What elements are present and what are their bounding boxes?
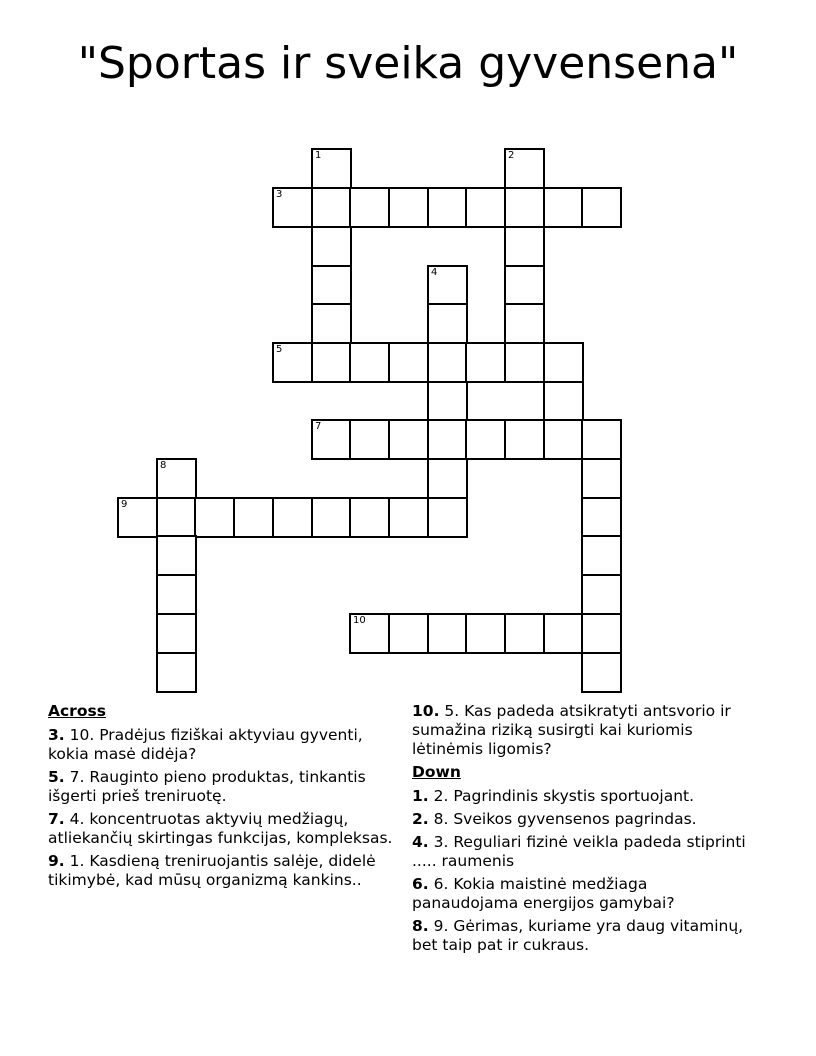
crossword-cell[interactable] — [427, 381, 468, 422]
crossword-cell[interactable] — [117, 497, 158, 538]
crossword-cell[interactable] — [543, 187, 584, 228]
crossword-cell[interactable] — [388, 613, 429, 654]
crossword-cell[interactable] — [504, 265, 545, 306]
crossword-cell[interactable] — [311, 265, 352, 306]
down-clue — [412, 833, 757, 871]
clue-number-label: 2 — [508, 150, 515, 161]
crossword-cell[interactable] — [388, 497, 429, 538]
crossword-cell[interactable] — [349, 497, 390, 538]
crossword-cell[interactable] — [504, 613, 545, 654]
crossword-cell[interactable] — [311, 497, 352, 538]
crossword-cell[interactable] — [156, 497, 197, 538]
across-heading: Across — [48, 702, 106, 720]
clue-number: 9. — [48, 852, 65, 870]
crossword-cell[interactable] — [427, 613, 468, 654]
clue-number: 3. — [48, 726, 65, 744]
clue-number: 4. — [412, 833, 429, 851]
crossword-cell[interactable] — [581, 613, 622, 654]
crossword-cell[interactable] — [543, 613, 584, 654]
crossword-cell[interactable] — [311, 303, 352, 344]
clue-number-label: 4 — [431, 267, 438, 278]
crossword-cell[interactable] — [427, 187, 468, 228]
crossword-cell[interactable] — [581, 652, 622, 693]
crossword-cell[interactable] — [156, 535, 197, 576]
crossword-cell[interactable] — [581, 574, 622, 615]
down-clue — [412, 917, 757, 955]
crossword-cell[interactable] — [311, 187, 352, 228]
crossword-cell[interactable] — [465, 342, 506, 383]
clue-number-label: 5 — [276, 344, 283, 355]
crossword-cell[interactable] — [194, 497, 235, 538]
crossword-cell[interactable] — [427, 458, 468, 499]
crossword-cell[interactable] — [504, 226, 545, 267]
clue-number-label: 9 — [121, 499, 128, 510]
page-title: "Sportas ir sveika gyvensena" — [77, 38, 739, 89]
clue-text: 9. Gėrimas, kuriame yra daug vitaminų, bet taip pat ir cukraus. — [412, 917, 744, 954]
clue-number: 1. — [412, 787, 429, 805]
clue-text: 4. koncentruotas aktyvių medžiagų, atliekančių skirtingas funkcijas, kompleksas. — [48, 810, 393, 847]
crossword-cell[interactable] — [543, 419, 584, 460]
crossword-cell[interactable] — [388, 419, 429, 460]
crossword-cell[interactable] — [427, 342, 468, 383]
clue-text: 2. Pagrindinis skystis sportuojant. — [433, 787, 695, 805]
clue-text: 5. Kas padeda atsikratyti antsvorio ir sumažina riziką susirgti kai kuriomis lėtinėmis ligomis? — [412, 702, 731, 758]
crossword-cell[interactable] — [581, 535, 622, 576]
down-heading: Down — [412, 763, 461, 781]
clue-number-label: 1 — [315, 150, 322, 161]
down-clue — [412, 810, 757, 829]
crossword-cell[interactable] — [349, 613, 390, 654]
crossword-cell[interactable] — [581, 187, 622, 228]
clue-text: 6. Kokia maistinė medžiaga panaudojama energijos gamybai? — [412, 875, 675, 912]
crossword-cell[interactable] — [581, 419, 622, 460]
crossword-cell[interactable] — [156, 613, 197, 654]
crossword-cell[interactable] — [349, 419, 390, 460]
clue-number-label: 3 — [276, 189, 283, 200]
crossword-cell[interactable] — [349, 187, 390, 228]
crossword-cell[interactable] — [427, 497, 468, 538]
crossword-cell[interactable] — [427, 265, 468, 306]
crossword-cell[interactable] — [272, 342, 313, 383]
crossword-cell[interactable] — [349, 342, 390, 383]
clue-number: 8. — [412, 917, 429, 935]
crossword-cell[interactable] — [504, 148, 545, 189]
crossword-cell[interactable] — [427, 419, 468, 460]
crossword-cell[interactable] — [311, 419, 352, 460]
clue-number: 6. — [412, 875, 429, 893]
clue-text: 10. Pradėjus fiziškai aktyviau gyventi, kokia masė didėja? — [48, 726, 363, 763]
clue-number-label: 8 — [160, 460, 167, 471]
clue-number: 5. — [48, 768, 65, 786]
crossword-cell[interactable] — [504, 187, 545, 228]
crossword-cell[interactable] — [311, 226, 352, 267]
clue-text: 8. Sveikos gyvensenos pagrindas. — [433, 810, 697, 828]
crossword-cell[interactable] — [311, 148, 352, 189]
clue-number-label: 7 — [315, 421, 322, 432]
crossword-cell[interactable] — [465, 613, 506, 654]
clue-number: 7. — [48, 810, 65, 828]
crossword-cell[interactable] — [233, 497, 274, 538]
down-clue — [412, 875, 757, 913]
crossword-cell[interactable] — [388, 187, 429, 228]
across-clue — [48, 852, 393, 890]
crossword-cell[interactable] — [465, 187, 506, 228]
across-clue — [48, 810, 393, 848]
crossword-cell[interactable] — [504, 303, 545, 344]
clues-right-column — [412, 702, 757, 959]
clue-number-label: 10 — [353, 615, 366, 626]
crossword-cell[interactable] — [504, 419, 545, 460]
clue-number: 2. — [412, 810, 429, 828]
clue-number: 10. — [412, 702, 440, 720]
across-clue — [412, 702, 757, 759]
crossword-cell[interactable] — [543, 342, 584, 383]
crossword-cell[interactable] — [465, 419, 506, 460]
clue-text: 1. Kasdieną treniruojantis salėje, didelė tikimybė, kad mūsų organizmą kankins.. — [48, 852, 376, 889]
crossword-cell[interactable] — [156, 574, 197, 615]
crossword-cell[interactable] — [581, 458, 622, 499]
crossword-cell[interactable] — [388, 342, 429, 383]
across-clue — [48, 726, 393, 764]
clues-left-column — [48, 702, 393, 894]
crossword-cell[interactable] — [156, 652, 197, 693]
clue-text: 7. Rauginto pieno produktas, tinkantis išgerti prieš treniruotę. — [48, 768, 366, 805]
crossword-cell[interactable] — [581, 497, 622, 538]
crossword-cell[interactable] — [272, 497, 313, 538]
down-clue — [412, 787, 757, 806]
crossword-cell[interactable] — [427, 303, 468, 344]
crossword-cell[interactable] — [504, 342, 545, 383]
crossword-cell[interactable] — [543, 381, 584, 422]
crossword-cell[interactable] — [272, 187, 313, 228]
crossword-cell[interactable] — [311, 342, 352, 383]
crossword-cell[interactable] — [156, 458, 197, 499]
clue-text: 3. Reguliari fizinė veikla padeda stiprinti ..... raumenis — [412, 833, 746, 870]
across-clue — [48, 768, 393, 806]
